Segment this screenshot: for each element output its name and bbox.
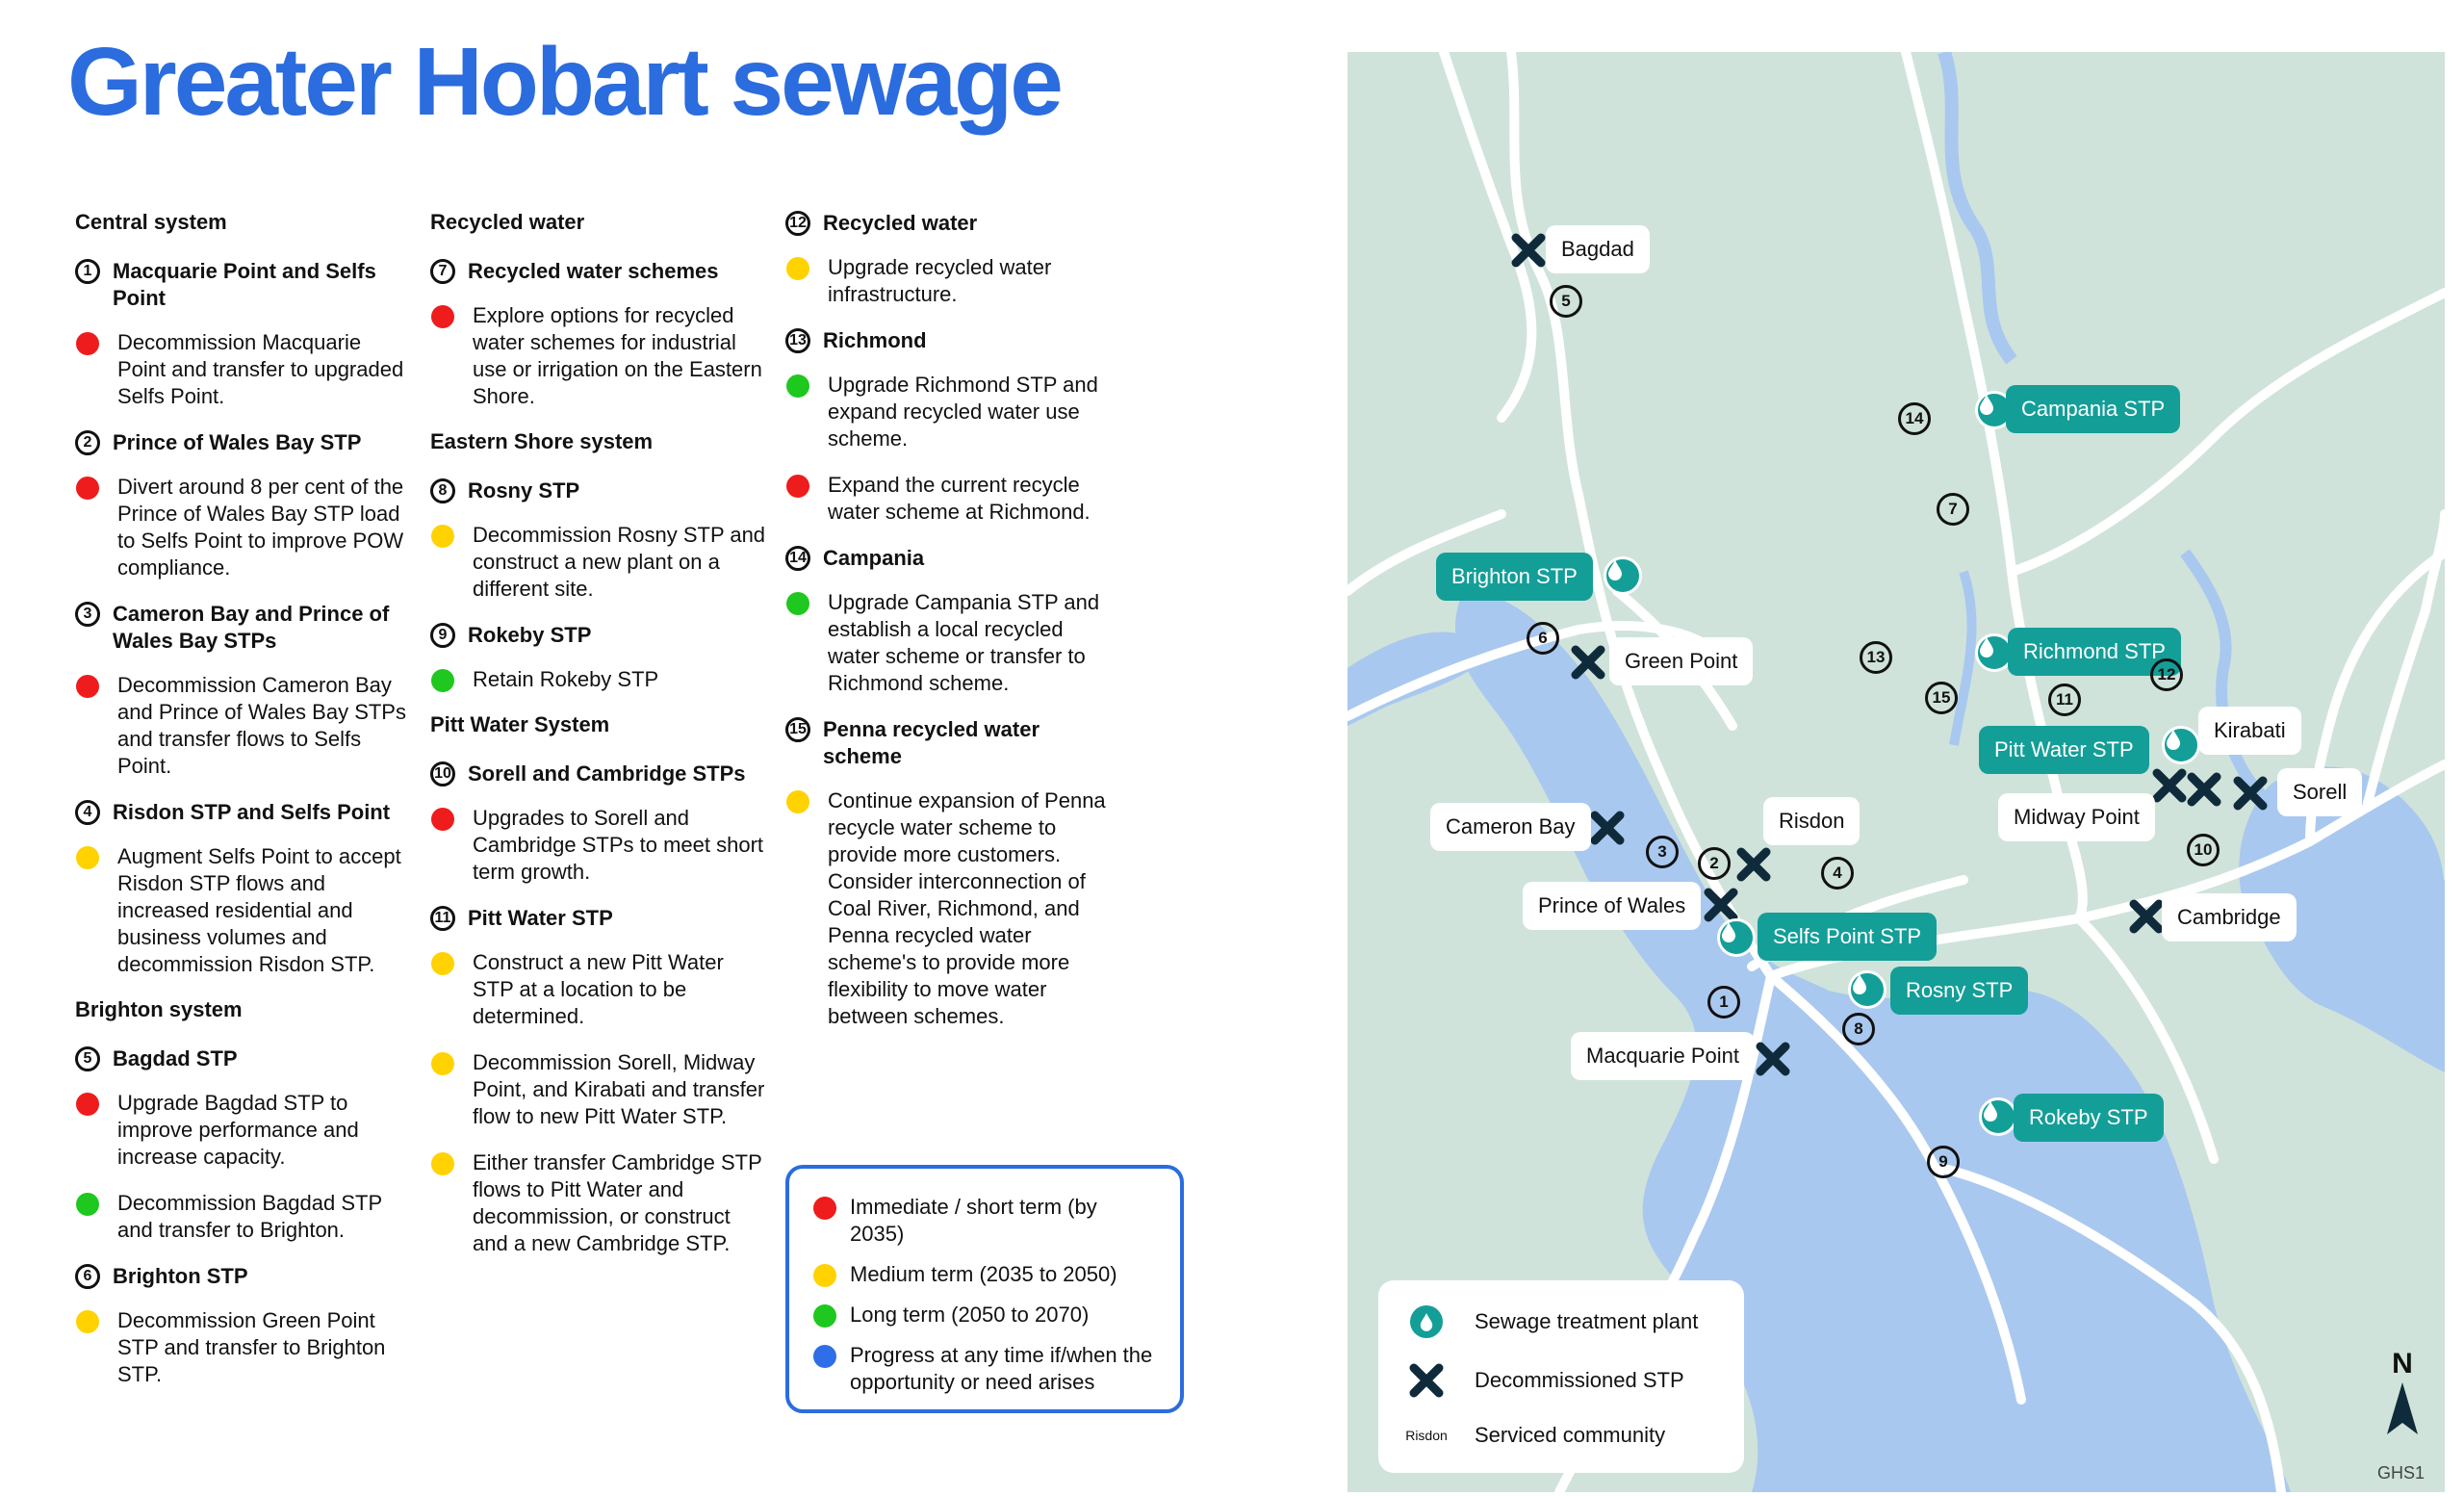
water-drop-icon [1979, 1097, 2017, 1136]
action-item [430, 666, 767, 693]
item-title: Rosny STP [468, 478, 580, 503]
key-immediate-label: Immediate / short term (by 2035) [850, 1195, 1097, 1246]
legend-column-3 [785, 210, 1117, 1049]
item-number-badge: 8 [430, 478, 455, 503]
item-title: Richmond [823, 328, 927, 352]
red-dot-icon [786, 475, 809, 498]
community-label-sorell[interactable]: Sorell [2277, 768, 2362, 816]
yellow-dot-icon [786, 790, 809, 813]
community-label-macquarie-point[interactable]: Macquarie Point [1571, 1032, 1755, 1080]
item-title: Recycled water [823, 211, 978, 235]
action-text: Decommission Rosny STP and construct a new plant on a different site. [473, 523, 766, 601]
item-heading [75, 601, 412, 655]
green-dot-icon [786, 374, 809, 398]
action-text: Retain Rokeby STP [473, 667, 659, 691]
yellow-dot-icon [76, 846, 99, 869]
stp-label-brighton[interactable]: Brighton STP [1436, 553, 1593, 601]
action-text: Divert around 8 per cent of the Prince of Wales Bay STP load to Selfs Point to improve POW compliance. [117, 475, 404, 580]
green-dot-icon [813, 1304, 836, 1328]
action-item [430, 302, 767, 410]
item-title: Pitt Water STP [468, 906, 613, 930]
map-code: GHS1 [2377, 1463, 2426, 1483]
item-title: Recycled water schemes [468, 259, 719, 283]
north-arrow [2379, 1348, 2426, 1443]
green-dot-icon [431, 669, 454, 692]
action-text: Decommission Macquarie Point and transfer to upgraded Selfs Point. [117, 330, 404, 408]
map-number-8: 8 [1842, 1013, 1875, 1045]
map-number-12: 12 [2150, 658, 2183, 691]
map-number-10: 10 [2187, 834, 2220, 866]
key-long-label: Long term (2050 to 2070) [850, 1303, 1090, 1327]
key-anytime [812, 1342, 1157, 1396]
action-text: Decommission Bagdad STP and transfer to Brighton. [117, 1191, 382, 1242]
item-number-badge: 3 [75, 602, 100, 627]
action-text: Upgrade recycled water infrastructure. [828, 255, 1052, 306]
legend-community [1378, 1423, 1665, 1448]
action-item [75, 474, 412, 581]
yellow-dot-icon [431, 952, 454, 975]
decommissioned-stp-icon [1590, 811, 1625, 845]
map-number-11: 11 [2048, 684, 2081, 716]
action-item [785, 372, 1117, 452]
map-number-6: 6 [1527, 622, 1559, 655]
water-drop-icon [2162, 726, 2200, 764]
community-label-cameron-bay[interactable]: Cameron Bay [1430, 803, 1591, 851]
community-label-green-point[interactable]: Green Point [1609, 637, 1753, 685]
legend-stp-label: Sewage treatment plant [1475, 1309, 1699, 1333]
water-drop-icon [1717, 918, 1756, 957]
action-text: Continue expansion of Penna recycle water scheme to provide more customers. Consider interconnection of Coal River, Richmond, and Penna recycled water scheme's to provide more flexibility to move water between schemes. [828, 788, 1106, 1028]
item-number-badge: 6 [75, 1264, 100, 1289]
action-item [785, 254, 1117, 308]
item-title: Campania [823, 546, 925, 570]
item-number-badge: 15 [785, 717, 810, 742]
item-heading [75, 429, 412, 456]
decommissioned-stp-icon [1571, 645, 1605, 680]
action-text: Upgrade Richmond STP and expand recycled water use scheme. [828, 373, 1098, 451]
red-dot-icon [76, 1093, 99, 1116]
item-heading [785, 210, 1117, 237]
legend-stp [1378, 1305, 1698, 1338]
red-dot-icon [431, 305, 454, 328]
item-heading [75, 1263, 412, 1290]
item-number-badge: 14 [785, 546, 810, 571]
item-heading [785, 545, 1117, 572]
item-heading [430, 905, 767, 932]
stp-label-richmond[interactable]: Richmond STP [2008, 628, 2181, 676]
map-number-5: 5 [1550, 285, 1582, 318]
community-label-midway-point[interactable]: Midway Point [1998, 793, 2155, 841]
action-item [430, 1149, 767, 1257]
stp-label-rokeby[interactable]: Rokeby STP [2014, 1094, 2164, 1142]
key-long [812, 1302, 1157, 1328]
item-heading [75, 258, 412, 312]
community-label-bagdad[interactable]: Bagdad [1546, 225, 1650, 273]
key-anytime-label: Progress at any time if/when the opportunity or need arises [850, 1343, 1153, 1394]
item-number-badge: 1 [75, 259, 100, 284]
legend-community-label: Serviced community [1475, 1423, 1666, 1447]
green-dot-icon [786, 592, 809, 615]
water-drop-icon [1604, 556, 1642, 595]
item-title: Penna recycled water scheme [823, 717, 1040, 768]
legend-column-1 [75, 210, 412, 1407]
decommissioned-stp-icon [2233, 776, 2268, 811]
key-medium-label: Medium term (2035 to 2050) [850, 1262, 1117, 1286]
yellow-dot-icon [813, 1264, 836, 1287]
item-number-badge: 4 [75, 800, 100, 825]
community-label-prince-of-wales[interactable]: Prince of Wales [1523, 882, 1701, 930]
stp-label-pitt-water[interactable]: Pitt Water STP [1979, 726, 2149, 774]
water-drop-icon [1410, 1305, 1443, 1338]
item-number-badge: 13 [785, 328, 810, 353]
item-heading [430, 477, 767, 504]
legend-column-2 [430, 210, 767, 1277]
yellow-dot-icon [431, 1052, 454, 1075]
decommissioned-stp-icon [2129, 899, 2164, 934]
item-heading [75, 799, 412, 826]
action-item [75, 1190, 412, 1244]
item-title: Risdon STP and Selfs Point [113, 800, 391, 824]
section-heading: Eastern Shore system [430, 429, 654, 453]
decommissioned-stp-icon [1736, 847, 1771, 882]
item-heading [785, 716, 1117, 770]
item-heading [430, 761, 767, 787]
decommissioned-stp-icon [1704, 888, 1738, 922]
timing-key [785, 1165, 1184, 1413]
action-text: Upgrades to Sorell and Cambridge STPs to meet short term growth. [473, 806, 764, 884]
action-item [75, 329, 412, 410]
yellow-dot-icon [431, 1152, 454, 1175]
yellow-dot-icon [786, 257, 809, 280]
page-title: Greater Hobart sewage [67, 28, 1061, 136]
decommissioned-stp-icon [2152, 768, 2187, 803]
red-dot-icon [76, 477, 99, 500]
action-text: Upgrade Bagdad STP to improve performance and increase capacity. [117, 1091, 359, 1169]
map-number-2: 2 [1698, 847, 1731, 880]
action-item [75, 1090, 412, 1171]
decommissioned-stp-icon [1511, 233, 1546, 268]
item-number-badge: 2 [75, 430, 100, 455]
action-item [430, 522, 767, 603]
action-text: Decommission Cameron Bay and Prince of Wales Bay STPs and transfer flows to Selfs Point. [117, 673, 406, 778]
legend-decommissioned-label: Decommissioned STP [1475, 1368, 1684, 1392]
map-legend [1378, 1280, 1744, 1473]
decommissioned-stp-icon [2187, 772, 2221, 807]
item-heading [785, 327, 1117, 354]
item-heading [430, 258, 767, 285]
stp-label-selfs-point[interactable]: Selfs Point STP [1758, 913, 1937, 961]
action-text: Augment Selfs Point to accept Risdon STP flows and increased residential and business volumes and decommission Risdon STP. [117, 844, 401, 976]
item-title: Bagdad STP [113, 1046, 238, 1070]
map-number-15: 15 [1925, 682, 1958, 714]
action-item [75, 1307, 412, 1388]
blue-dot-icon [813, 1345, 836, 1368]
action-text: Explore options for recycled water schemes for industrial use or irrigation on the Eastern Shore. [473, 303, 762, 408]
action-text: Decommission Sorell, Midway Point, and Kirabati and transfer flow to new Pitt Water STP. [473, 1050, 765, 1128]
action-item [785, 787, 1117, 1030]
map-number-14: 14 [1898, 402, 1931, 435]
action-text: Decommission Green Point STP and transfer to Brighton STP. [117, 1308, 386, 1386]
map-number-9: 9 [1927, 1146, 1960, 1178]
action-item [430, 949, 767, 1030]
item-heading [75, 1045, 412, 1072]
map-number-4: 4 [1821, 857, 1854, 890]
legend-decommissioned [1378, 1363, 1684, 1398]
action-item [75, 672, 412, 780]
item-title: Brighton STP [113, 1264, 248, 1288]
item-title: Rokeby STP [468, 623, 592, 647]
yellow-dot-icon [431, 525, 454, 548]
map-number-7: 7 [1937, 493, 1969, 526]
action-text: Either transfer Cambridge STP flows to Pitt Water and decommission, or construct and a new Cambridge STP. [473, 1150, 762, 1255]
item-title: Cameron Bay and Prince of Wales Bay STPs [113, 602, 390, 653]
green-dot-icon [76, 1193, 99, 1216]
action-item [785, 472, 1117, 526]
item-title: Macquarie Point and Selfs Point [113, 259, 376, 310]
action-item [430, 1049, 767, 1130]
stp-label-rosny[interactable]: Rosny STP [1890, 967, 2028, 1015]
red-dot-icon [431, 808, 454, 831]
item-number-badge: 9 [430, 623, 455, 648]
red-dot-icon [76, 675, 99, 698]
item-title: Sorell and Cambridge STPs [468, 761, 746, 786]
map[interactable] [1348, 52, 2445, 1492]
map-number-3: 3 [1646, 836, 1679, 868]
key-immediate [812, 1194, 1157, 1248]
decommissioned-stp-icon [1756, 1042, 1790, 1076]
section-heading: Brighton system [75, 997, 243, 1021]
community-label-kirabati[interactable]: Kirabati [2198, 707, 2301, 755]
action-text: Expand the current recycle water scheme at Richmond. [828, 473, 1091, 524]
item-number-badge: 7 [430, 259, 455, 284]
stp-label-campania[interactable]: Campania STP [2006, 385, 2180, 433]
action-text: Upgrade Campania STP and establish a local recycled water scheme or transfer to Richmond scheme. [828, 590, 1100, 695]
key-medium [812, 1261, 1157, 1288]
item-title: Prince of Wales Bay STP [113, 430, 362, 454]
section-heading: Central system [75, 210, 227, 234]
item-number-badge: 11 [430, 906, 455, 931]
item-number-badge: 12 [785, 211, 810, 236]
community-label-cambridge[interactable]: Cambridge [2162, 893, 2297, 941]
decommissioned-stp-icon [1409, 1363, 1444, 1398]
red-dot-icon [76, 332, 99, 355]
north-label: N [2392, 1348, 2413, 1380]
map-number-13: 13 [1860, 641, 1892, 674]
yellow-dot-icon [76, 1310, 99, 1333]
action-item [75, 843, 412, 978]
action-text: Construct a new Pitt Water STP at a location to be determined. [473, 950, 724, 1028]
item-heading [430, 622, 767, 649]
item-number-badge: 5 [75, 1046, 100, 1071]
north-arrow-icon [2385, 1380, 2420, 1438]
legend-community-sample: Risdon [1405, 1428, 1448, 1443]
action-item [785, 589, 1117, 697]
section-heading: Recycled water [430, 210, 585, 234]
red-dot-icon [813, 1197, 836, 1220]
item-number-badge: 10 [430, 761, 455, 787]
section-heading: Pitt Water System [430, 712, 610, 736]
action-item [430, 805, 767, 886]
map-number-1: 1 [1707, 986, 1740, 1019]
community-label-risdon[interactable]: Risdon [1763, 797, 1860, 845]
water-drop-icon [1848, 970, 1886, 1009]
